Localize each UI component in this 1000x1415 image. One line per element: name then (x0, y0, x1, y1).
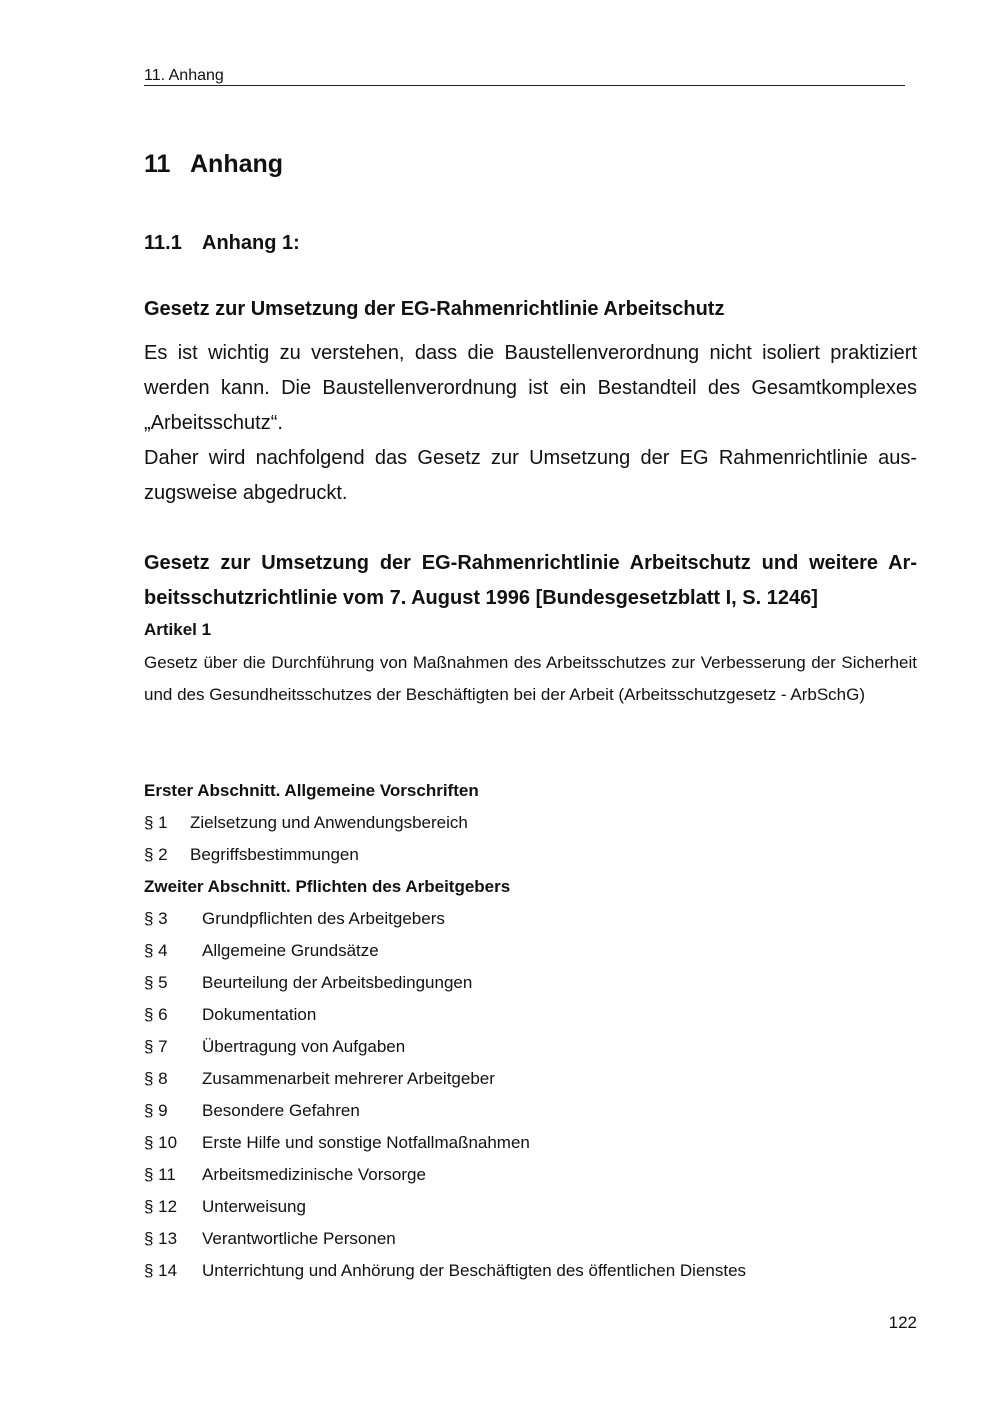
toc-item (144, 999, 917, 1031)
toc-item-title: Erste Hilfe und sonstige Notfallmaßnahmen (202, 1133, 530, 1152)
toc-item-title: Grundpflichten des Arbeitgebers (202, 909, 445, 928)
toc-item (144, 1095, 917, 1127)
toc-item-title: Zusammenarbeit mehrerer Arbeitgeber (202, 1069, 495, 1088)
toc-item-number: § 10 (144, 1133, 178, 1152)
toc-item (144, 839, 917, 871)
toc-item-title: Besondere Gefahren (202, 1101, 360, 1120)
toc-item-number: § 5 (144, 973, 168, 992)
table-of-contents (144, 775, 917, 1287)
toc-item-title: Arbeitsmedizinische Vorsorge (202, 1165, 426, 1184)
page-number: 122 (888, 1313, 917, 1332)
toc-item-number: § 7 (144, 1037, 168, 1056)
toc-item-number: § 9 (144, 1101, 168, 1120)
section-title: Anhang 1: (202, 232, 300, 254)
toc-section-heading: Zweiter Abschnitt. Pflichten des Arbeitgebers (144, 877, 511, 896)
toc-item-number: § 8 (144, 1069, 168, 1088)
toc-item-title: Begriffsbestimmungen (190, 845, 359, 864)
toc-item-number: § 3 (144, 909, 168, 928)
toc-item (144, 1255, 917, 1287)
toc-item-number: § 6 (144, 1005, 168, 1024)
toc-item-number: § 14 (144, 1261, 178, 1280)
toc-item-title: Verantwortliche Personen (202, 1229, 396, 1248)
toc-item-title: Beurteilung der Arbeitsbedingungen (202, 973, 473, 992)
toc-item-number: § 2 (144, 845, 168, 864)
toc-item (144, 1063, 917, 1095)
section-heading (144, 232, 300, 255)
running-header: 11. Anhang (144, 66, 905, 86)
chapter-number: 11 (144, 150, 171, 178)
toc-item (144, 807, 917, 839)
toc-item-title: Übertragung von Aufgaben (202, 1037, 406, 1056)
toc-item (144, 1031, 917, 1063)
toc-section-heading: Erster Abschnitt. Allgemeine Vorschriften (144, 781, 479, 800)
toc-item-title: Zielsetzung und Anwendungsbereich (190, 813, 468, 832)
toc-item-title: Dokumentation (202, 1005, 317, 1024)
chapter-heading (144, 150, 283, 179)
toc-item (144, 1159, 917, 1191)
toc-item (144, 1223, 917, 1255)
law-title: Gesetz zur Umsetzung der EG-Rahmenrichtlinie Arbeitschutz und weitere Ar-beitsschutzrichtlinie vom 7. August 1996 [Bundesgesetzblatt I, S. 1246] (144, 552, 917, 609)
section-number: 11.1 (144, 232, 182, 254)
intro-paragraph-2: Daher wird nachfolgend das Gesetz zur Umsetzung der EG Rahmenrichtlinie aus-zugsweise abgedruckt. (144, 447, 917, 504)
toc-item-title: Unterrichtung und Anhörung der Beschäftigten des öffentlichen Dienstes (202, 1261, 747, 1280)
article-heading: Artikel 1 (144, 620, 212, 639)
toc-item (144, 1191, 917, 1223)
toc-item (144, 967, 917, 999)
toc-item-title: Unterweisung (202, 1197, 306, 1216)
toc-item-number: § 1 (144, 813, 168, 832)
chapter-title: Anhang (190, 150, 284, 178)
toc-item-number: § 11 (144, 1165, 176, 1184)
intro-paragraph-1: Es ist wichtig zu verstehen, dass die Baustellenverordnung nicht isoliert praktiziert werden kann. Die Baustellenverordnung ist ein Bestandteil des Gesamtkomplexes „Arbeitsschutz“. (144, 342, 917, 434)
toc-item-title: Allgemeine Grundsätze (202, 941, 379, 960)
toc-item-number: § 12 (144, 1197, 178, 1216)
toc-item (144, 1127, 917, 1159)
law-description: Gesetz über die Durchführung von Maßnahmen des Arbeitsschutzes zur Verbesserung der Sicherheit und des Gesundheitsschutzes der Beschäftigten bei der Arbeit (Arbeitsschutzgesetz - ArbSchG) (144, 653, 917, 704)
subsection-heading: Gesetz zur Umsetzung der EG-Rahmenrichtlinie Arbeitschutz (144, 298, 725, 320)
toc-item-number: § 4 (144, 941, 168, 960)
toc-item (144, 935, 917, 967)
toc-item-number: § 13 (144, 1229, 178, 1248)
toc-item (144, 903, 917, 935)
